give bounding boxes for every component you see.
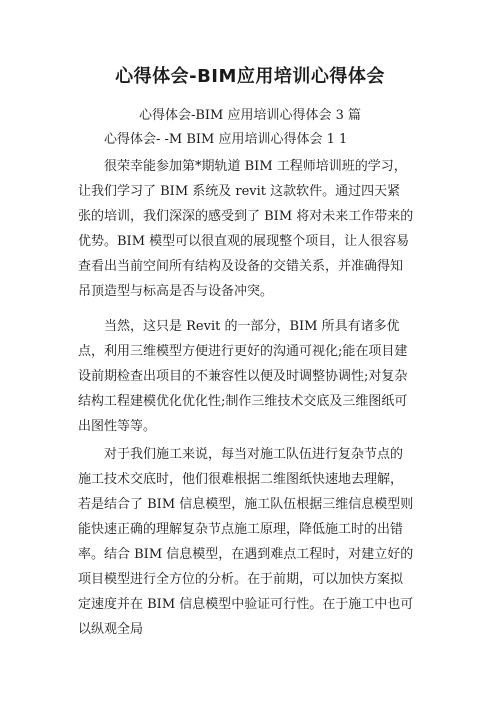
paragraph-line: 结构工程建模优化优化性;制作三维技术交底及三维图纸可 (78, 394, 408, 409)
document-subtitle: 心得体会-BIM 应用培训心得体会 3 篇 (138, 108, 362, 123)
paragraph-line: 以纵观全局 (78, 622, 144, 637)
paragraph-line: 施工技术交底时，他们很难根据二维图纸快速地去理解， (78, 472, 404, 487)
paragraph-line: 当然，这只是 Revit 的一部分，BIM 所具有诸多优 (104, 319, 400, 334)
paragraph-line: 对于我们施工来说，每当对施工队伍进行复杂节点的 (104, 447, 404, 462)
paragraph-line: 出图性等等。 (78, 419, 157, 434)
paragraph-line: 很荣幸能参加第*期轨道 BIM 工程师培训班的学习， (104, 159, 407, 174)
paragraph-line: 能快速正确的理解复杂节点施工原理，降低施工时的出错 (78, 522, 404, 537)
paragraph-line: 项目模型进行全方位的分析。在于前期，可以加快方案拟 (78, 572, 404, 587)
paragraph-line: 定速度并在 BIM 信息模型中验证可行性。在于施工中也可 (78, 597, 414, 612)
paragraph-line: 吊顶造型与标高是否与设备冲突。 (78, 284, 274, 299)
paragraph-3 (78, 442, 423, 642)
paragraph-line: 让我们学习了 BIM 系统及 revit 这款软件。通过四天紧 (78, 184, 401, 199)
paragraph-line: 点，利用三维模型方便进行更好的沟通可视化;能在项目建 (78, 344, 408, 359)
paragraph-1 (78, 154, 423, 304)
paragraph-2 (78, 314, 423, 439)
paragraph-line: 若是结合了 BIM 信息模型，施工队伍根据三维信息模型则 (78, 497, 414, 512)
paragraph-line: 张的培训，我们深深的感受到了 BIM 将对未来工作带来的 (78, 209, 414, 224)
paragraph-line: 优势。BIM 模型可以很直观的展现整个项目，让人很容易 (78, 234, 410, 249)
paragraph-line: 率。结合 BIM 信息模型，在遇到难点工程时，对建立好的 (78, 547, 414, 562)
paragraph-line: 设前期检查出项目的不兼容性以便及时调整协调性;对复杂 (78, 369, 408, 384)
paragraph-line: 查看出当前空间所有结构及设备的交错关系，并准确得知 (78, 259, 404, 274)
document-title: 心得体会-BIM应用培训心得体会 (115, 66, 385, 87)
section-heading: 心得体会- -M BIM 应用培训心得体会 1 1 (104, 132, 348, 147)
